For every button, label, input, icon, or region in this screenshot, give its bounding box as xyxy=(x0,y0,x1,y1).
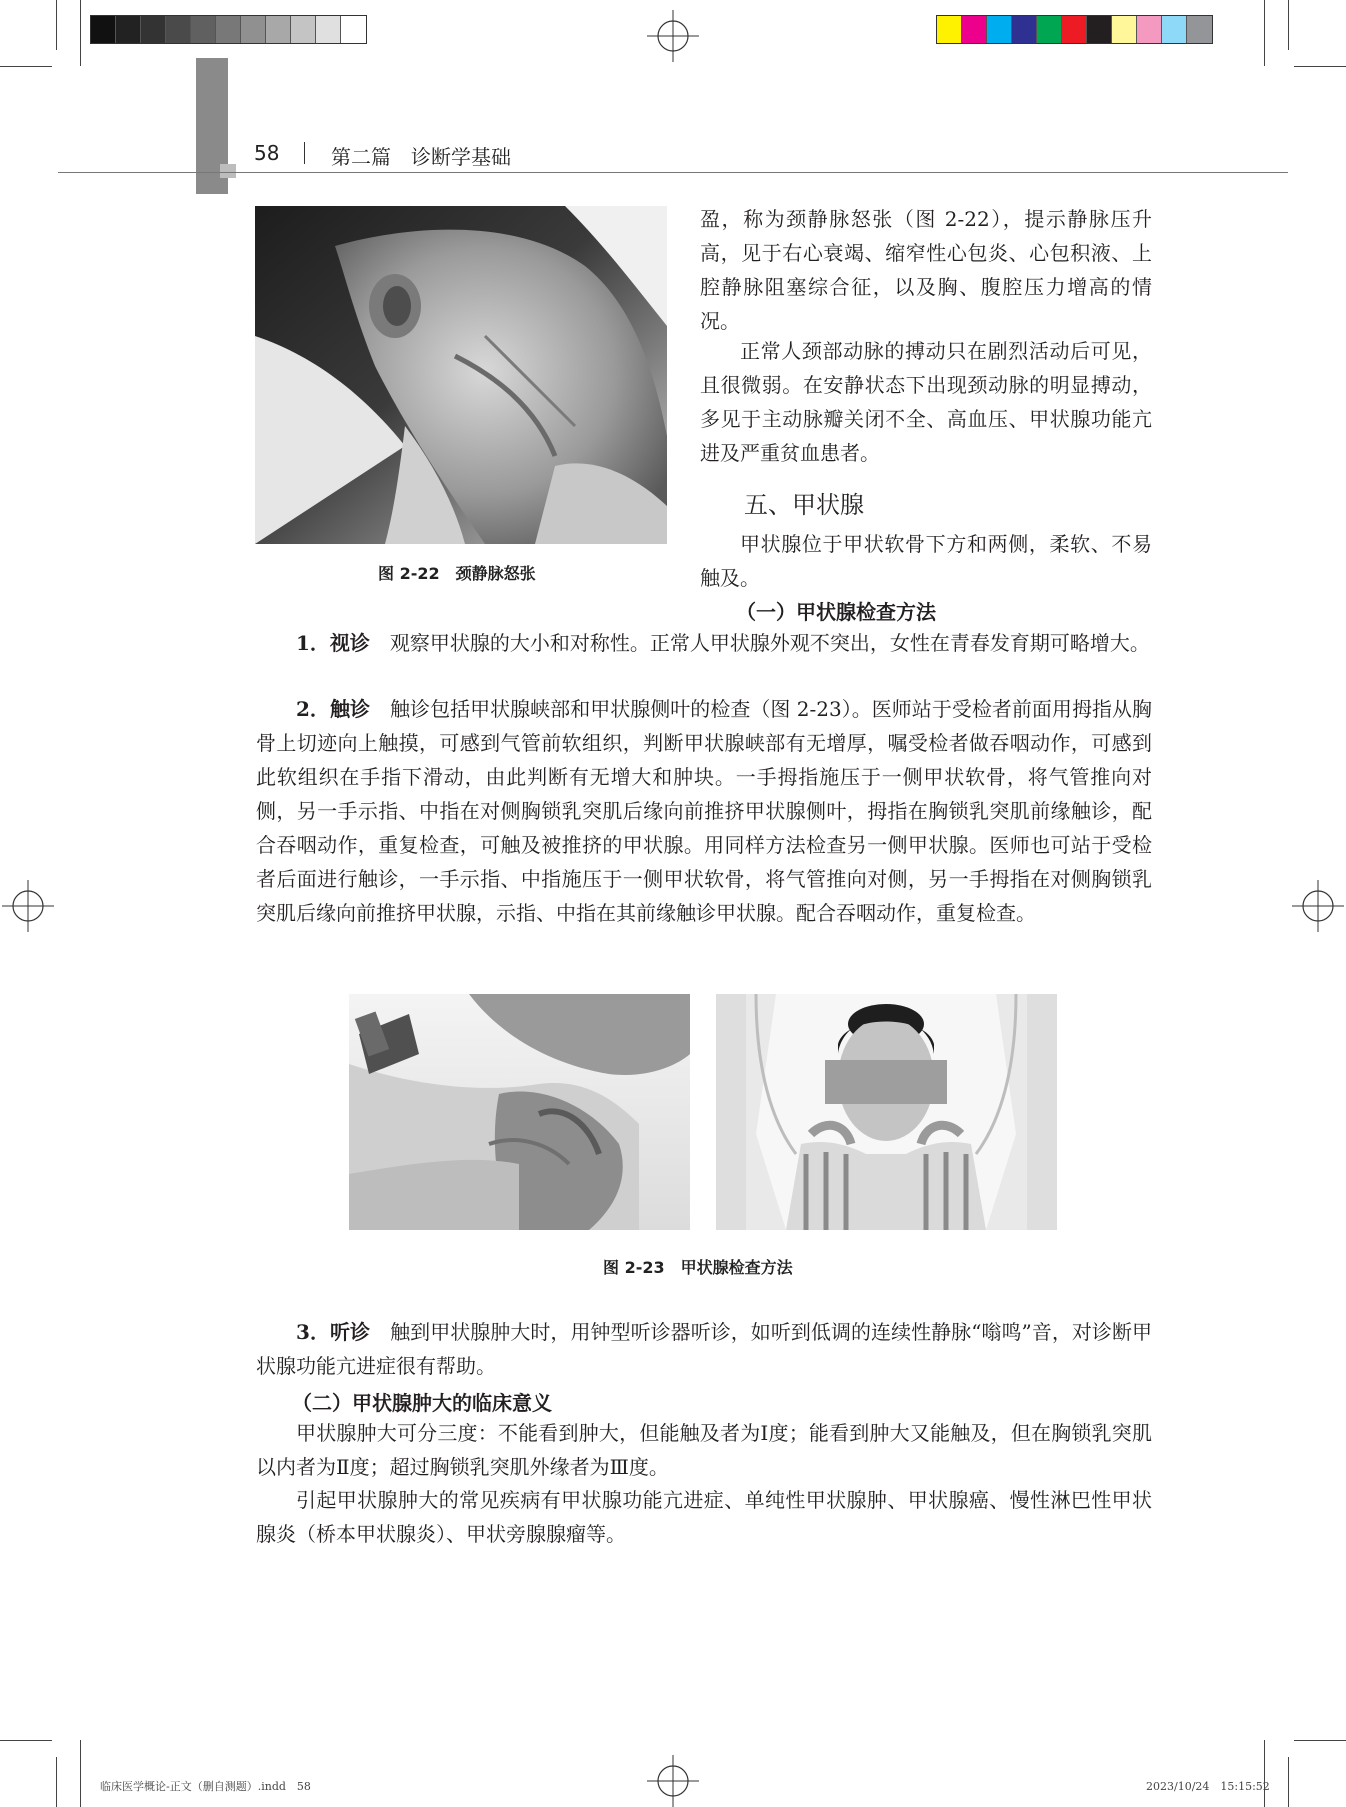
registration-mark-icon xyxy=(2,880,54,932)
color-swatch xyxy=(1112,16,1137,43)
section-heading: 五、甲状腺 xyxy=(744,491,864,519)
section-title: 第二篇 诊断学基础 xyxy=(331,145,511,169)
paragraph: 甲状腺肿大可分三度：不能看到肿大，但能触及者为Ⅰ度；能看到肿大又能触及，但在胸锁乳突肌以内者为Ⅱ度；超过胸锁乳突肌外缘者为Ⅲ度。 xyxy=(256,1421,1152,1479)
paragraph: 甲状腺位于甲状软骨下方和两侧，柔软、不易触及。 xyxy=(700,532,1152,590)
page-number: 58 xyxy=(254,141,280,165)
color-swatch xyxy=(1012,16,1037,43)
color-swatch xyxy=(1062,16,1087,43)
paragraph: 引起甲状腺肿大的常见疾病有甲状腺功能亢进症、单纯性甲状腺肿、甲状腺癌、慢性淋巴性甲状腺炎（桥本甲状腺炎）、甲状旁腺腺瘤等。 xyxy=(256,1488,1152,1546)
crop-mark xyxy=(80,1740,81,1807)
item-text: 触到甲状腺肿大时，用钟型听诊器听诊，如听到低调的连续性静脉“嗡鸣”音，对诊断甲状腺功能亢进症很有帮助。 xyxy=(256,1320,1153,1378)
figure-2-23-caption: 图 2-23 甲状腺检查方法 xyxy=(603,1258,793,1277)
registration-mark-icon xyxy=(647,10,699,62)
color-swatch xyxy=(116,16,141,43)
crop-mark xyxy=(1288,1757,1289,1807)
item-label: 2．触诊 xyxy=(296,697,370,721)
color-swatch xyxy=(1087,16,1112,43)
color-swatch-bar xyxy=(936,15,1213,44)
color-swatch xyxy=(191,16,216,43)
color-swatch xyxy=(1162,16,1187,43)
paragraph xyxy=(256,626,1152,660)
figure-2-23-photo-front xyxy=(349,994,690,1230)
item-text: 观察甲状腺的大小和对称性。正常人甲状腺外观不突出，女性在青春发育期可略增大。 xyxy=(389,631,1150,655)
color-swatch xyxy=(987,16,1012,43)
crop-mark xyxy=(80,0,81,66)
crop-mark xyxy=(1264,1740,1265,1807)
crop-mark xyxy=(0,66,52,67)
gray-swatch-bar xyxy=(90,15,367,44)
color-swatch xyxy=(1037,16,1062,43)
item-label: 1．视诊 xyxy=(296,631,370,655)
paragraph xyxy=(256,692,1152,930)
crop-mark xyxy=(0,1740,52,1741)
crop-mark xyxy=(1294,1740,1346,1741)
footer-timestamp: 2023/10/24 15:15:52 xyxy=(1146,1780,1270,1793)
color-swatch xyxy=(962,16,987,43)
color-swatch xyxy=(291,16,316,43)
subsection-heading: （一）甲状腺检查方法 xyxy=(736,600,936,624)
color-swatch xyxy=(1187,16,1212,43)
footer-file-slug: 临床医学概论-正文（删自测题）.indd 58 xyxy=(100,1780,311,1793)
header-rule xyxy=(58,172,1288,173)
crop-mark xyxy=(56,0,57,50)
color-swatch xyxy=(91,16,116,43)
color-swatch xyxy=(937,16,962,43)
header-divider xyxy=(304,142,305,164)
color-swatch xyxy=(316,16,341,43)
registration-mark-icon xyxy=(647,1755,699,1807)
paragraph: 盈，称为颈静脉怒张（图 2-22），提示静脉压升高，见于右心衰竭、缩窄性心包炎、心包积液、上腔静脉阻塞综合征，以及胸、腹腔压力增高的情况。 xyxy=(700,207,1152,333)
header-tab-nub xyxy=(220,164,236,178)
crop-mark xyxy=(1264,0,1265,66)
color-swatch xyxy=(1137,16,1162,43)
item-label: 3．听诊 xyxy=(296,1320,371,1344)
figure-2-23-photo-back xyxy=(716,994,1057,1230)
item-text: 触诊包括甲状腺峡部和甲状腺侧叶的检查（图 2-23）。医师站于受检者前面用拇指从胸骨上切迹向上触摸，可感到气管前软组织，判断甲状腺峡部有无增厚，嘱受检者做吞咽动作，可感到此软组织在手指下滑动，由此判断有无增大和肿块。一手拇指施压于一侧甲状软骨，将气管推向对侧，另一手示指、中指在对侧胸锁乳突肌后缘向前推挤甲状腺侧叶，拇指在胸锁乳突肌前缘触诊，配合吞咽动作，重复检查，可触及被推挤的甲状腺。用同样方法检查另一侧甲状腺。医师也可站于受检者后面进行触诊，一手示指、中指施压于一侧甲状软骨，将气管推向对侧，另一手拇指在对侧胸锁乳突肌后缘向前推挤甲状腺，示指、中指在其前缘触诊甲状腺。配合吞咽动作，重复检查。 xyxy=(256,697,1153,925)
crop-mark xyxy=(56,1757,57,1807)
color-swatch xyxy=(216,16,241,43)
color-swatch xyxy=(241,16,266,43)
paragraph: 正常人颈部动脉的搏动只在剧烈活动后可见，且很微弱。在安静状态下出现颈动脉的明显搏动，多见于主动脉瓣关闭不全、高血压、甲状腺功能亢进及严重贫血患者。 xyxy=(700,339,1152,465)
color-swatch xyxy=(141,16,166,43)
registration-mark-icon xyxy=(1292,880,1344,932)
figure-2-22-photo xyxy=(255,206,667,544)
crop-mark xyxy=(1288,0,1289,50)
figure-2-22-caption: 图 2-22 颈静脉怒张 xyxy=(378,564,536,583)
color-swatch xyxy=(166,16,191,43)
subsection-heading: （二）甲状腺肿大的临床意义 xyxy=(292,1391,552,1415)
paragraph xyxy=(256,1315,1152,1383)
color-swatch xyxy=(341,16,366,43)
crop-mark xyxy=(1294,66,1346,67)
color-swatch xyxy=(266,16,291,43)
